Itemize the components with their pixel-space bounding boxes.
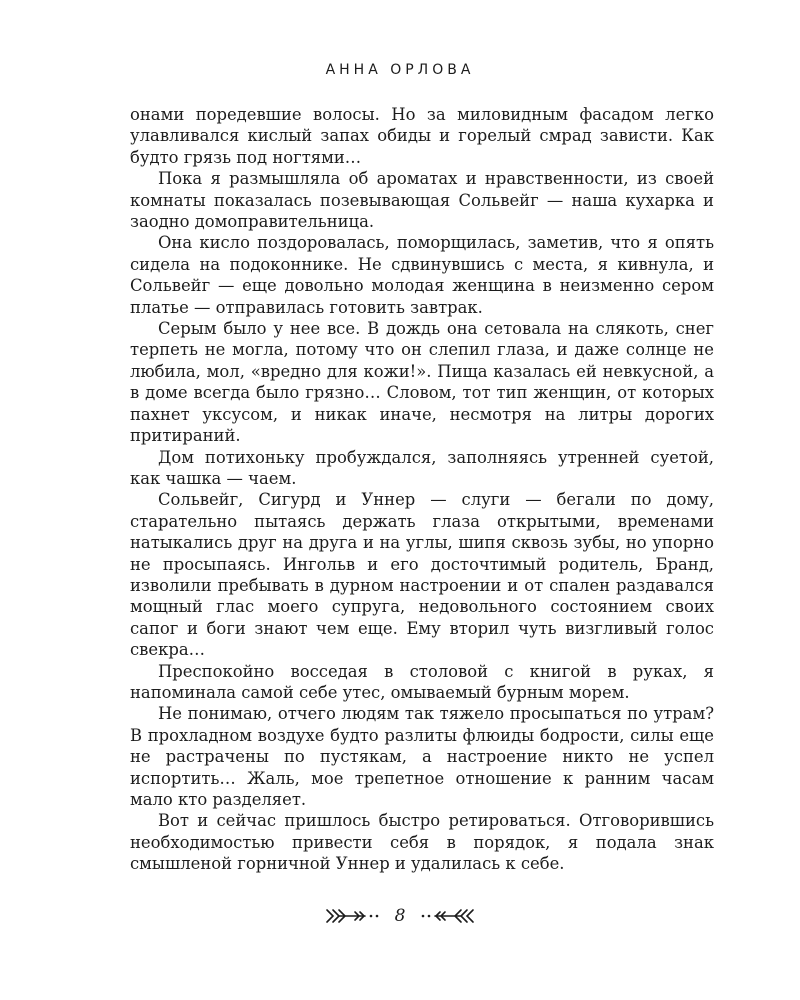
right-arrow-ornament-icon bbox=[417, 908, 475, 924]
paragraph: Вот и сейчас пришлось быстро ретироваться. Отговорившись необходимостью привести себя в порядок, я подала знак смышленой горничной Уннер и удалилась к себе. bbox=[130, 811, 714, 874]
running-head-author: АННА ОРЛОВА bbox=[325, 62, 475, 78]
paragraph: Серым было у нее все. В дождь она сетовала на слякоть, снег терпеть не могла, потому что он слепил глаза, и даже солнце не любила, мол, «вредно для кожи!». Пища казалась ей невкусной, а в доме всегда было грязно… Словом, тот тип женщин, от которых пахнет уксусом, и никак иначе, несмотря на литры дорогих притираний. bbox=[130, 319, 714, 446]
paragraph: Сольвейг, Сигурд и Уннер — слуги — бегали по дому, старательно пытаясь держать глаза открытыми, временами натыкались друг на друга и на углы, шипя сквозь зубы, но упорно не просыпаясь. Ингольв и его досточтимый родитель, Бранд, изволили пребывать в дурном настроении и от спален раздавался мощный глас моего супруга, недовольного состоянием своих сапог и боги знают чем еще. Ему вторил чуть визгливый голос свекра… bbox=[130, 490, 714, 660]
paragraph: Пока я размышляла об ароматах и нравственности, из своей комнаты показалась позевывающая Сольвейг — наша кухарка и заодно домоправительница. bbox=[130, 169, 714, 232]
left-arrow-ornament-icon bbox=[325, 908, 383, 924]
body-text bbox=[130, 104, 714, 875]
paragraph: Не понимаю, отчего людям так тяжело просыпаться по утрам? В прохладном воздухе будто разлиты флюиды бодрости, силы еще не растрачены по пустякам, а настроение никто не успел испортить… Жаль, мое трепетное отношение к ранним часам мало кто разделяет. bbox=[130, 704, 714, 809]
paragraph: онами поредевшие волосы. Но за миловидным фасадом легко улавливался кислый запах обиды и горелый смрад зависти. Как будто грязь под ногтями… bbox=[130, 105, 714, 167]
paragraph: Дом потихоньку пробуждался, заполняясь утренней суетой, как чашка — чаем. bbox=[130, 447, 714, 488]
paragraph: Она кисло поздоровалась, поморщилась, заметив, что я опять сидела на подоконнике. Не сдвинувшись с места, я кивнула, и Сольвейг — еще довольно молодая женщина в неизменно сером платье — отправилась готовить завтрак. bbox=[130, 233, 714, 317]
page-number: 8 bbox=[394, 906, 406, 926]
page-footer bbox=[0, 906, 800, 926]
paragraph: Преспокойно восседая в столовой с книгой в руках, я напоминала самой себе утес, омываемый бурным морем. bbox=[130, 661, 714, 702]
